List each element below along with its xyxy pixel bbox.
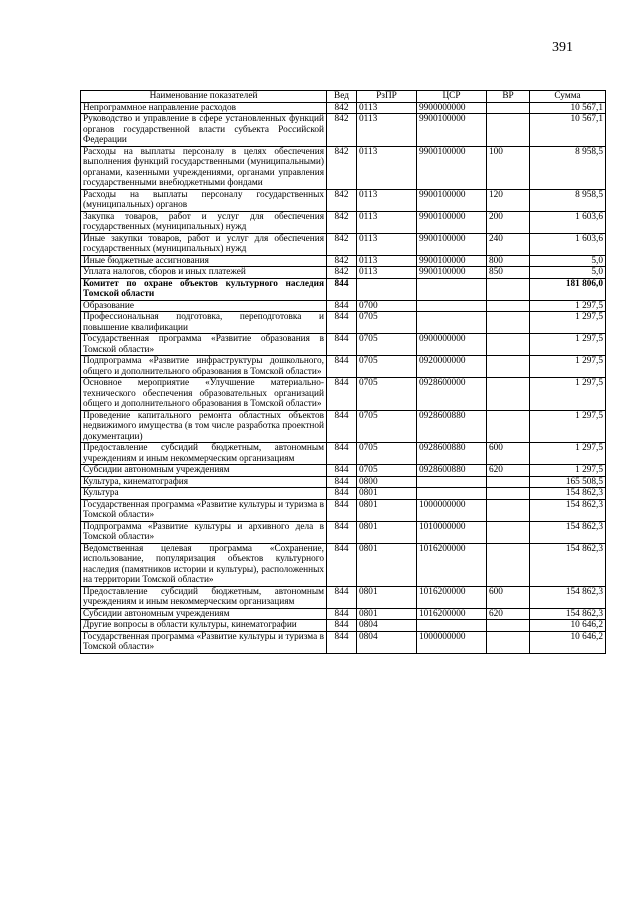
cell-vr (487, 102, 530, 114)
table-row (81, 443, 606, 465)
cell-name: Предоставление субсидий бюджетным, автономным учреждениям и иным некоммерческим организациям (81, 586, 327, 608)
cell-csr: 0900000000 (417, 334, 487, 356)
cell-csr: 1010000000 (417, 521, 487, 543)
cell-ved: 844 (327, 499, 357, 521)
cell-csr: 9900100000 (417, 146, 487, 189)
cell-name: Расходы на выплаты персоналу государственных (муниципальных) органов (81, 189, 327, 211)
table-row (81, 312, 606, 334)
cell-sum: 1 603,6 (530, 211, 606, 233)
table-row (81, 620, 606, 632)
cell-csr: 9900100000 (417, 189, 487, 211)
table-row (81, 356, 606, 378)
cell-sum: 1 297,5 (530, 378, 606, 411)
cell-rzpr: 0801 (357, 608, 417, 620)
table-row (81, 300, 606, 312)
cell-vr: 620 (487, 608, 530, 620)
cell-name: Ведомственная целевая программа «Сохранение, использование, популяризация объектов культурного наследия (памятников истории и культуры), расположенных на территории Томской области» (81, 543, 327, 586)
cell-rzpr: 0705 (357, 378, 417, 411)
cell-vr (487, 476, 530, 488)
header-ved: Вед (327, 91, 357, 103)
cell-name: Государственная программа «Развитие культуры и туризма в Томской области» (81, 631, 327, 653)
cell-name: Субсидии автономным учреждениям (81, 465, 327, 477)
cell-vr (487, 521, 530, 543)
cell-name: Государственная программа «Развитие образования в Томской области» (81, 334, 327, 356)
cell-rzpr: 0113 (357, 211, 417, 233)
table-row (81, 488, 606, 500)
cell-vr (487, 543, 530, 586)
cell-name: Предоставление субсидий бюджетным, автономным учреждениям и иным некоммерческим организациям (81, 443, 327, 465)
cell-sum: 5,0 (530, 255, 606, 267)
table-row (81, 586, 606, 608)
cell-rzpr: 0801 (357, 543, 417, 586)
cell-sum: 5,0 (530, 267, 606, 279)
cell-rzpr: 0801 (357, 521, 417, 543)
table-row (81, 189, 606, 211)
cell-ved: 844 (327, 356, 357, 378)
header-name: Наименование показателей (81, 91, 327, 103)
cell-sum: 154 862,3 (530, 543, 606, 586)
table-row (81, 521, 606, 543)
cell-sum: 8 958,5 (530, 146, 606, 189)
cell-vr: 600 (487, 586, 530, 608)
cell-ved: 844 (327, 312, 357, 334)
cell-sum: 1 297,5 (530, 312, 606, 334)
cell-vr (487, 334, 530, 356)
table-row (81, 410, 606, 443)
cell-rzpr: 0113 (357, 114, 417, 147)
cell-csr: 0928600880 (417, 443, 487, 465)
cell-vr (487, 300, 530, 312)
cell-ved: 844 (327, 278, 357, 300)
cell-csr: 0920000000 (417, 356, 487, 378)
cell-sum: 1 297,5 (530, 410, 606, 443)
cell-name: Основное мероприятие «Улучшение материально-технического обеспечения образовательных организаций общего и дополнительного образования в Томской области» (81, 378, 327, 411)
cell-ved: 844 (327, 488, 357, 500)
cell-rzpr: 0705 (357, 312, 417, 334)
cell-name: Подпрограмма «Развитие инфраструктуры дошкольного, общего и дополнительного образования в Томской области» (81, 356, 327, 378)
cell-csr: 9900100000 (417, 267, 487, 279)
cell-name: Государственная программа «Развитие культуры и туризма в Томской области» (81, 499, 327, 521)
cell-sum: 1 603,6 (530, 233, 606, 255)
table-row (81, 233, 606, 255)
cell-csr: 1016200000 (417, 608, 487, 620)
cell-name: Подпрограмма «Развитие культуры и архивного дела в Томской области» (81, 521, 327, 543)
cell-ved: 844 (327, 410, 357, 443)
cell-name: Другие вопросы в области культуры, кинематографии (81, 620, 327, 632)
table-body (81, 102, 606, 653)
cell-ved: 842 (327, 146, 357, 189)
header-vr: ВР (487, 91, 530, 103)
cell-vr (487, 356, 530, 378)
cell-name: Иные закупки товаров, работ и услуг для обеспечения государственных (муниципальных) нужд (81, 233, 327, 255)
table-row (81, 465, 606, 477)
cell-name: Культура, кинематография (81, 476, 327, 488)
cell-ved: 844 (327, 443, 357, 465)
cell-rzpr: 0113 (357, 189, 417, 211)
cell-sum: 181 806,0 (530, 278, 606, 300)
header-sum: Сумма (530, 91, 606, 103)
cell-name: Культура (81, 488, 327, 500)
cell-csr: 0928600880 (417, 465, 487, 477)
header-rzpr: РзПР (357, 91, 417, 103)
cell-vr: 620 (487, 465, 530, 477)
table-row (81, 255, 606, 267)
cell-csr (417, 476, 487, 488)
cell-csr: 9900100000 (417, 211, 487, 233)
cell-csr (417, 300, 487, 312)
cell-sum: 10 567,1 (530, 114, 606, 147)
cell-ved: 842 (327, 233, 357, 255)
cell-ved: 842 (327, 267, 357, 279)
cell-sum: 154 862,3 (530, 608, 606, 620)
table-row (81, 146, 606, 189)
cell-vr (487, 488, 530, 500)
cell-sum: 154 862,3 (530, 488, 606, 500)
cell-vr: 200 (487, 211, 530, 233)
table-row (81, 543, 606, 586)
cell-ved: 842 (327, 114, 357, 147)
cell-ved: 844 (327, 521, 357, 543)
table-row (81, 499, 606, 521)
cell-vr (487, 410, 530, 443)
cell-ved: 844 (327, 334, 357, 356)
cell-rzpr: 0113 (357, 255, 417, 267)
cell-rzpr: 0705 (357, 356, 417, 378)
cell-sum: 1 297,5 (530, 443, 606, 465)
budget-table (80, 90, 606, 654)
cell-name: Субсидии автономным учреждениям (81, 608, 327, 620)
cell-csr (417, 488, 487, 500)
cell-rzpr: 0113 (357, 146, 417, 189)
cell-ved: 842 (327, 255, 357, 267)
cell-rzpr: 0113 (357, 233, 417, 255)
cell-vr: 240 (487, 233, 530, 255)
cell-sum: 10 567,1 (530, 102, 606, 114)
cell-vr: 850 (487, 267, 530, 279)
cell-csr: 9900100000 (417, 114, 487, 147)
cell-vr (487, 278, 530, 300)
cell-sum: 1 297,5 (530, 334, 606, 356)
cell-ved: 842 (327, 211, 357, 233)
cell-name: Закупка товаров, работ и услуг для обеспечения государственных (муниципальных) нужд (81, 211, 327, 233)
cell-sum: 8 958,5 (530, 189, 606, 211)
cell-csr: 9900000000 (417, 102, 487, 114)
cell-vr (487, 378, 530, 411)
cell-rzpr: 0800 (357, 476, 417, 488)
cell-sum: 10 646,2 (530, 620, 606, 632)
cell-rzpr: 0804 (357, 631, 417, 653)
cell-name: Комитет по охране объектов культурного наследия Томской области (81, 278, 327, 300)
table-row (81, 334, 606, 356)
cell-name: Иные бюджетные ассигнования (81, 255, 327, 267)
cell-vr (487, 620, 530, 632)
cell-csr (417, 278, 487, 300)
cell-ved: 844 (327, 586, 357, 608)
table-row (81, 102, 606, 114)
table-row (81, 378, 606, 411)
cell-csr: 1000000000 (417, 631, 487, 653)
cell-sum: 1 297,5 (530, 465, 606, 477)
cell-ved: 844 (327, 378, 357, 411)
cell-rzpr: 0700 (357, 300, 417, 312)
cell-name: Образование (81, 300, 327, 312)
cell-csr: 9900100000 (417, 233, 487, 255)
cell-vr (487, 499, 530, 521)
cell-csr (417, 312, 487, 334)
cell-vr: 100 (487, 146, 530, 189)
cell-rzpr: 0801 (357, 488, 417, 500)
cell-ved: 844 (327, 631, 357, 653)
cell-name: Проведение капитального ремонта областных объектов недвижимого имущества (в том числе разработка проектной документации) (81, 410, 327, 443)
page-number: 391 (552, 40, 573, 55)
cell-rzpr: 0113 (357, 102, 417, 114)
cell-sum: 154 862,3 (530, 521, 606, 543)
cell-rzpr: 0113 (357, 267, 417, 279)
cell-ved: 844 (327, 608, 357, 620)
table-row (81, 278, 606, 300)
table-row (81, 211, 606, 233)
cell-vr: 600 (487, 443, 530, 465)
cell-ved: 842 (327, 189, 357, 211)
cell-csr: 9900100000 (417, 255, 487, 267)
cell-rzpr: 0705 (357, 465, 417, 477)
cell-ved: 844 (327, 465, 357, 477)
cell-vr (487, 114, 530, 147)
cell-vr: 800 (487, 255, 530, 267)
cell-rzpr: 0705 (357, 443, 417, 465)
cell-sum: 1 297,5 (530, 300, 606, 312)
cell-csr (417, 620, 487, 632)
cell-vr (487, 312, 530, 334)
cell-csr: 0928600880 (417, 410, 487, 443)
cell-rzpr: 0801 (357, 499, 417, 521)
cell-vr: 120 (487, 189, 530, 211)
table-row (81, 631, 606, 653)
cell-sum: 154 862,3 (530, 586, 606, 608)
cell-name: Расходы на выплаты персоналу в целях обеспечения выполнения функций государственными (муниципальными) органами, казенными учреждениями, органами управления государственными внебюджетными фондами (81, 146, 327, 189)
cell-ved: 844 (327, 543, 357, 586)
cell-ved: 844 (327, 300, 357, 312)
cell-name: Профессиональная подготовка, переподготовка и повышение квалификации (81, 312, 327, 334)
cell-sum: 154 862,3 (530, 499, 606, 521)
cell-csr: 1016200000 (417, 586, 487, 608)
table-row (81, 608, 606, 620)
cell-rzpr: 0705 (357, 334, 417, 356)
cell-ved: 844 (327, 620, 357, 632)
cell-rzpr: 0801 (357, 586, 417, 608)
cell-vr (487, 631, 530, 653)
cell-name: Руководство и управление в сфере установленных функций органов государственной власти субъекта Российской Федерации (81, 114, 327, 147)
table-row (81, 267, 606, 279)
table-header-row (81, 91, 606, 103)
table-row (81, 114, 606, 147)
cell-rzpr (357, 278, 417, 300)
cell-sum: 165 508,5 (530, 476, 606, 488)
header-csr: ЦСР (417, 91, 487, 103)
cell-name: Непрограммное направление расходов (81, 102, 327, 114)
table-row (81, 476, 606, 488)
cell-rzpr: 0804 (357, 620, 417, 632)
cell-ved: 844 (327, 476, 357, 488)
cell-rzpr: 0705 (357, 410, 417, 443)
cell-csr: 1016200000 (417, 543, 487, 586)
cell-name: Уплата налогов, сборов и иных платежей (81, 267, 327, 279)
cell-csr: 1000000000 (417, 499, 487, 521)
cell-sum: 1 297,5 (530, 356, 606, 378)
cell-sum: 10 646,2 (530, 631, 606, 653)
cell-csr: 0928600000 (417, 378, 487, 411)
cell-ved: 842 (327, 102, 357, 114)
